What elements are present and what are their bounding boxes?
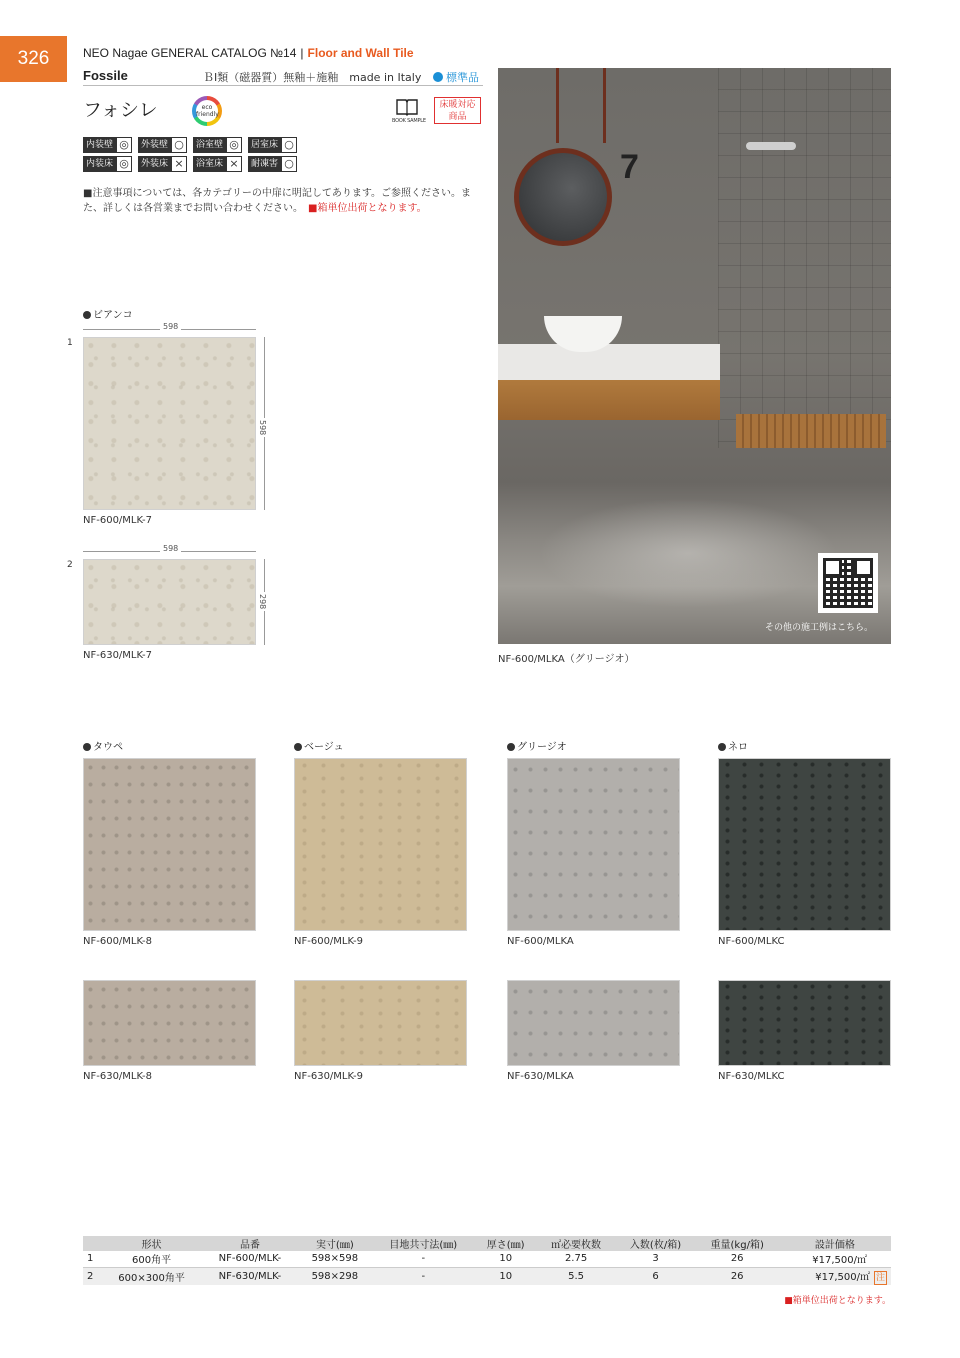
catalog-title-line	[83, 46, 414, 60]
table-cell: 600角平	[101, 1251, 202, 1267]
product-code: NF-630/MLK-8	[83, 1071, 152, 1082]
color-label-beige	[294, 738, 344, 753]
dimension-width: 598	[160, 322, 181, 331]
standard-dot-icon	[433, 72, 443, 82]
usage-label: 耐凍害	[248, 156, 281, 172]
table-cell: 598×298	[298, 1267, 372, 1285]
table-cell: 600×300角平	[101, 1267, 202, 1285]
table-cell: 2	[83, 1267, 101, 1285]
product-code: NF-600/MLKC	[718, 936, 785, 947]
price-table	[83, 1236, 891, 1285]
tile-swatch-nero-rect	[718, 980, 891, 1066]
color-label-nero	[718, 738, 748, 753]
table-cell: NF-600/MLK-	[202, 1251, 298, 1267]
dimension-height: 598	[258, 420, 267, 436]
tile-swatch-beige-rect	[294, 980, 467, 1066]
table-header: 入数(枚/箱)	[615, 1236, 695, 1251]
usage-label: 内装床	[83, 156, 116, 172]
table-cell: NF-630/MLK-	[202, 1267, 298, 1285]
color-name: タウペ	[93, 742, 123, 753]
table-cell: 2.75	[537, 1251, 616, 1267]
color-label-grigio	[507, 738, 567, 753]
caution-text: ■注意事項については、各カテゴリーの中扉に明記してあります。ご参照ください。また、詳しくは各営業までお問い合わせください。	[83, 188, 472, 214]
wood-deck	[736, 414, 886, 448]
header-divider	[83, 85, 483, 86]
product-code: NF-630/MLKC	[718, 1071, 785, 1082]
table-cell: ¥17,500/㎡	[779, 1251, 891, 1267]
color-name: ビアンコ	[93, 310, 133, 321]
product-code: NF-600/MLKA	[507, 936, 574, 947]
usage-label: 内装壁	[83, 137, 116, 153]
page-number: 326	[0, 36, 67, 82]
product-code: NF-630/MLK-7	[83, 650, 152, 661]
usage-label: 外装壁	[138, 137, 171, 153]
usage-mark: ×	[226, 156, 242, 172]
color-label-bianco	[83, 306, 133, 321]
dimension-height: 298	[258, 594, 267, 610]
table-header: 目地共寸法(㎜)	[372, 1236, 475, 1251]
table-header-row	[83, 1236, 891, 1251]
usage-item	[248, 137, 303, 153]
floor-badge-line2: 商品	[448, 112, 467, 122]
round-mirror	[514, 148, 612, 246]
table-cell: 26	[696, 1251, 779, 1267]
tile-swatch-grigio-square	[507, 758, 680, 931]
series-name-jp: フォシレ	[83, 99, 158, 121]
category-title: Floor and Wall Tile	[307, 46, 414, 60]
usage-item	[83, 137, 138, 153]
table-row	[83, 1267, 891, 1285]
tile-swatch-beige-square	[294, 758, 467, 931]
vanity-wood	[498, 380, 720, 420]
table-cell: 6	[615, 1267, 695, 1285]
eco-friendly-icon	[192, 96, 222, 126]
usage-grid	[83, 137, 303, 172]
eco-friendly-label: eco friendly	[196, 100, 218, 122]
table-shipping-note: ■箱単位出荷となります。	[784, 1296, 891, 1306]
usage-mark: ○	[281, 137, 297, 153]
table-cell: 598×598	[298, 1251, 372, 1267]
usage-item	[83, 156, 138, 172]
table-header	[83, 1236, 101, 1251]
tile-swatch-nero-square	[718, 758, 891, 931]
color-name: ベージュ	[304, 742, 344, 753]
price-value: ¥17,500/㎡	[815, 1271, 870, 1283]
color-label-taupe	[83, 738, 123, 753]
usage-item	[138, 137, 193, 153]
tile-swatch-taupe-square	[83, 758, 256, 931]
bullet-icon	[718, 743, 726, 751]
tile-swatch-grigio-rect	[507, 980, 680, 1066]
product-code: NF-630/MLKA	[507, 1071, 574, 1082]
usage-item	[193, 137, 248, 153]
table-header: 実寸(㎜)	[298, 1236, 372, 1251]
tile-swatch-bianco-rect	[83, 559, 256, 645]
dimension-width: 598	[160, 544, 181, 553]
table-header: 形状	[101, 1236, 202, 1251]
usage-mark: ○	[171, 137, 187, 153]
series-name-en: Fossile	[83, 68, 128, 83]
usage-item	[138, 156, 193, 172]
bullet-icon	[83, 311, 91, 319]
product-code: NF-600/MLK-9	[294, 936, 363, 947]
table-header: 品番	[202, 1236, 298, 1251]
table-cell-price	[779, 1267, 891, 1285]
usage-label: 居室床	[248, 137, 281, 153]
table-header: 厚さ(㎜)	[475, 1236, 537, 1251]
tile-swatch-bianco-square	[83, 337, 256, 510]
item-index: 1	[67, 338, 73, 348]
vanity-counter	[498, 344, 720, 380]
material-spec: ＢⅠ類（磁器質）無釉＋施釉 made in Italy	[203, 71, 422, 84]
floor-badge-line1: 床暖対応	[439, 100, 476, 110]
table-cell: -	[372, 1267, 475, 1285]
table-cell: 1	[83, 1251, 101, 1267]
table-cell: 26	[696, 1267, 779, 1285]
bullet-icon	[507, 743, 515, 751]
qr-code[interactable]	[818, 553, 878, 613]
bullet-icon	[294, 743, 302, 751]
wall-number: 7	[620, 148, 639, 186]
table-cell: 3	[615, 1251, 695, 1267]
usage-mark: ◎	[116, 156, 132, 172]
usage-item	[248, 156, 303, 172]
product-code: NF-630/MLK-9	[294, 1071, 363, 1082]
table-header: ㎡必要枚数	[537, 1236, 616, 1251]
usage-label: 浴室床	[193, 156, 226, 172]
photo-caption: NF-600/MLKA（グリージオ）	[498, 654, 635, 665]
table-cell: 10	[475, 1267, 537, 1285]
floor-light	[538, 498, 838, 608]
mirror-strap	[556, 68, 606, 143]
box-shipping-note: ■箱単位出荷となります。	[308, 203, 427, 214]
title-separator: |	[300, 46, 304, 60]
color-name: グリージオ	[517, 742, 567, 753]
usage-label: 外装床	[138, 156, 171, 172]
usage-label: 浴室壁	[193, 137, 226, 153]
more-examples-note: その他の施工例はこちら。	[765, 623, 874, 633]
standard-label: 標準品	[446, 71, 479, 84]
usage-mark: ○	[281, 156, 297, 172]
usage-item	[193, 156, 248, 172]
catalog-title: NEO Nagae GENERAL CATALOG №14	[83, 46, 297, 60]
qr-code-icon	[823, 558, 873, 608]
usage-mark: ×	[171, 156, 187, 172]
table-header: 重量(kg/箱)	[696, 1236, 779, 1251]
table-header: 設計価格	[779, 1236, 891, 1251]
color-name: ネロ	[728, 742, 748, 753]
mosaic-wall	[718, 68, 891, 448]
table-cell: 10	[475, 1251, 537, 1267]
book-sample-icon	[396, 98, 418, 116]
item-index: 2	[67, 560, 73, 570]
standard-badge	[433, 69, 479, 85]
table-cell: -	[372, 1251, 475, 1267]
bullet-icon	[83, 743, 91, 751]
tile-swatch-taupe-rect	[83, 980, 256, 1066]
note-badge: 注	[875, 1272, 885, 1283]
caution-note	[83, 186, 483, 216]
usage-mark: ◎	[226, 137, 242, 153]
product-code: NF-600/MLK-7	[83, 515, 152, 526]
book-sample-label: BOOK SAMPLE	[392, 118, 426, 124]
shower-head	[746, 142, 796, 150]
table-cell: 5.5	[537, 1267, 616, 1285]
table-row	[83, 1251, 891, 1267]
floor-heating-badge	[434, 97, 481, 124]
product-code: NF-600/MLK-8	[83, 936, 152, 947]
usage-mark: ◎	[116, 137, 132, 153]
